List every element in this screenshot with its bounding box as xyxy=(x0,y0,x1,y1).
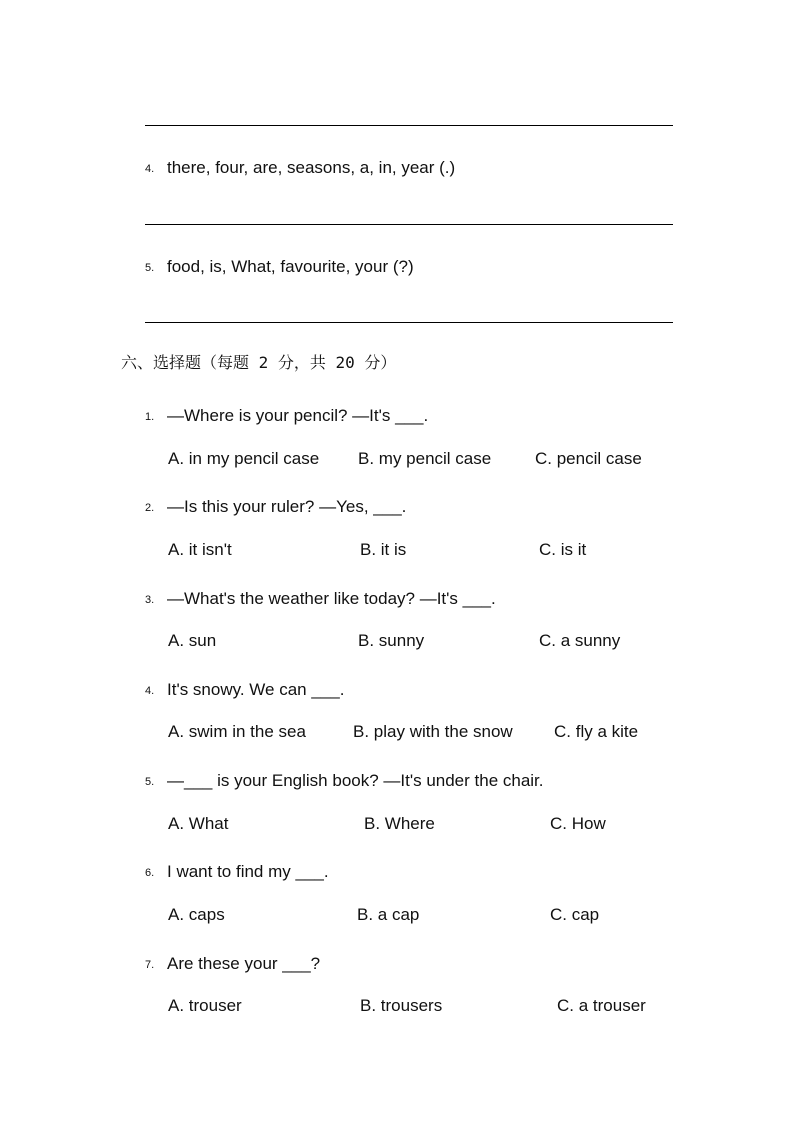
option-b: B. play with the snow xyxy=(353,722,513,741)
option-c: C. is it xyxy=(539,540,587,559)
question-number: 5. xyxy=(145,262,155,274)
option-b: B. my pencil case xyxy=(358,449,492,468)
option-c: C. pencil case xyxy=(535,449,642,468)
option-a: A. caps xyxy=(168,905,225,924)
question-number: 4. xyxy=(145,163,155,175)
question-text: there, four, are, seasons, a, in, year (.) xyxy=(167,158,456,177)
option-a: A. it isn't xyxy=(168,540,232,559)
option-b: B. a cap xyxy=(357,905,420,924)
question-text: food, is, What, favourite, your (?) xyxy=(167,257,414,276)
question-text: It's snowy. We can ___. xyxy=(167,680,345,699)
question-number: 5. xyxy=(145,776,155,788)
answer-line xyxy=(145,322,673,323)
section-heading: 六、选择题（每题 2 分，共 20 分） xyxy=(121,353,397,372)
question-number: 4. xyxy=(145,685,155,697)
question-number: 6. xyxy=(145,867,155,879)
option-a: A. swim in the sea xyxy=(168,722,306,741)
option-a: A. trouser xyxy=(168,996,242,1015)
question-text: I want to find my ___. xyxy=(167,862,329,881)
option-c: C. a trouser xyxy=(557,996,646,1015)
question-text: —Where is your pencil? —It's ___. xyxy=(167,406,429,425)
question-number: 2. xyxy=(145,502,155,514)
option-c: C. a sunny xyxy=(539,631,621,650)
option-c: C. cap xyxy=(550,905,600,924)
option-b: B. it is xyxy=(360,540,407,559)
option-a: A. in my pencil case xyxy=(168,449,320,468)
option-a: A. sun xyxy=(168,631,217,650)
question-text: —Is this your ruler? —Yes, ___. xyxy=(167,497,407,516)
option-b: B. trousers xyxy=(360,996,443,1015)
option-c: C. How xyxy=(550,814,606,833)
question-text: —What's the weather like today? —It's ___. xyxy=(167,589,496,608)
question-number: 7. xyxy=(145,959,155,971)
option-b: B. Where xyxy=(364,814,435,833)
answer-line xyxy=(145,224,673,225)
question-text: Are these your ___? xyxy=(167,954,321,973)
option-a: A. What xyxy=(168,814,229,833)
question-number: 3. xyxy=(145,594,155,606)
option-c: C. fly a kite xyxy=(554,722,639,741)
question-number: 1. xyxy=(145,411,155,423)
question-text: —___ is your English book? —It's under the chair. xyxy=(167,771,544,790)
answer-line xyxy=(145,125,673,126)
option-b: B. sunny xyxy=(358,631,425,650)
